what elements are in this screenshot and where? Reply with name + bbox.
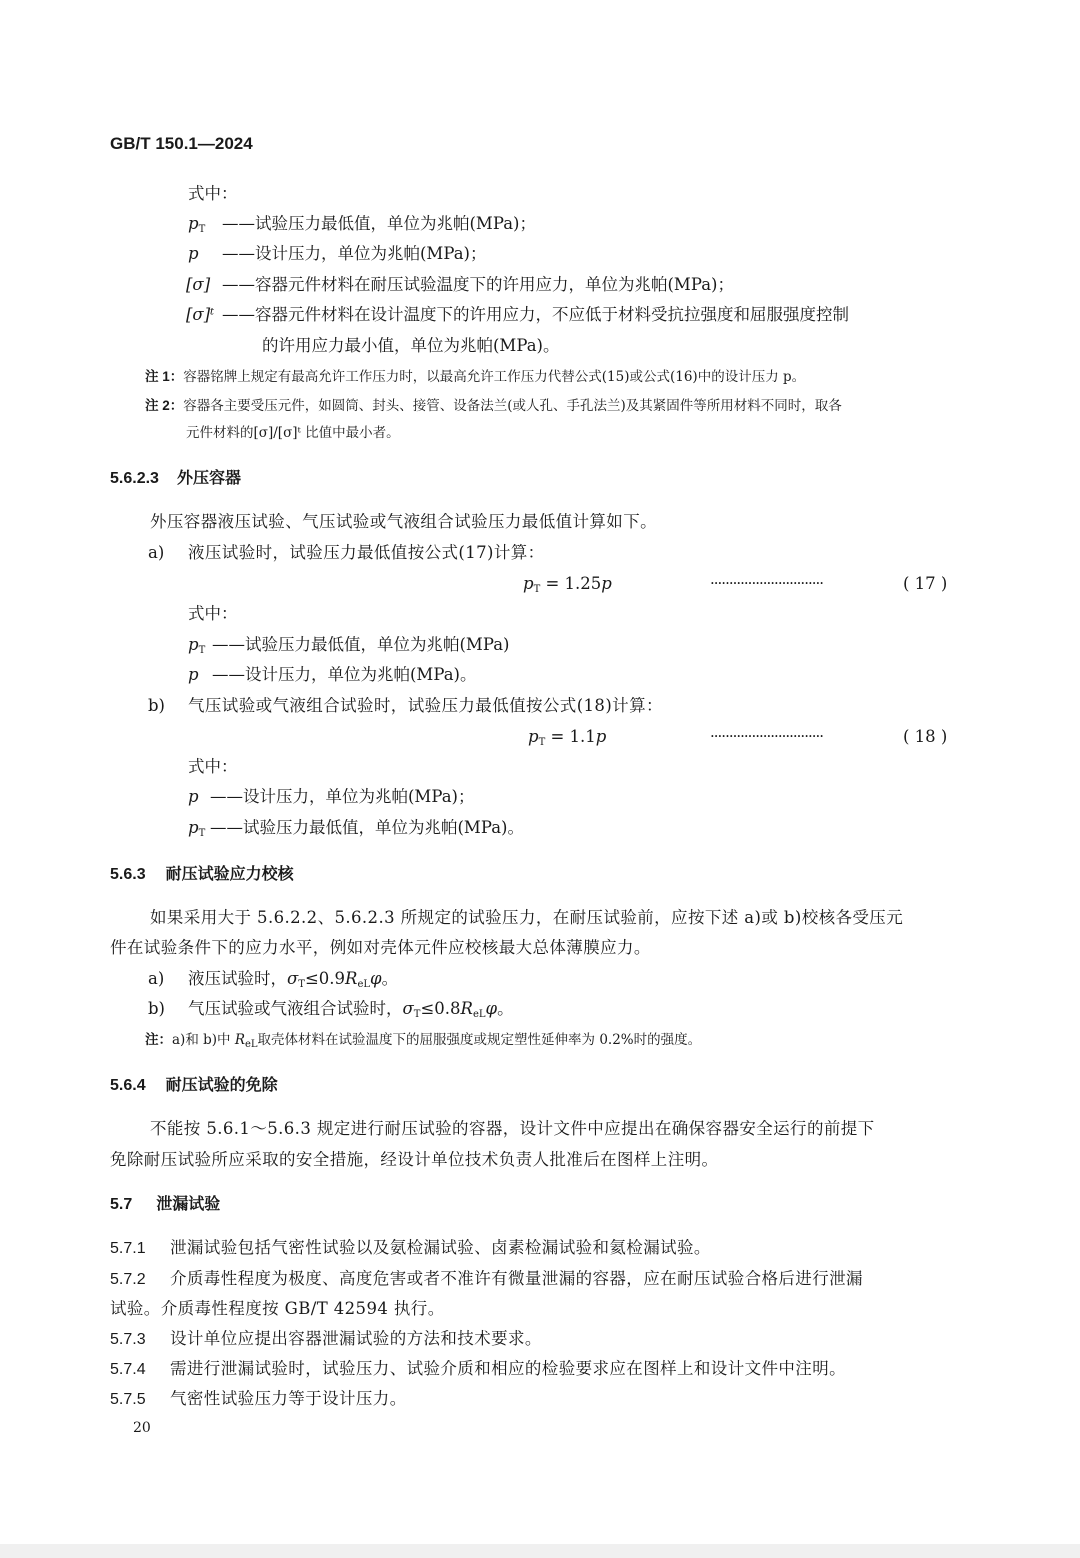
- clause-text-continued: 试验。介质毒性程度按 GB/T 42594 执行。: [110, 1299, 445, 1318]
- clause-text: 气密性试验压力等于设计压力。: [170, 1389, 407, 1408]
- clause-text: 设计单位应提出容器泄漏试验的方法和技术要求。: [170, 1329, 542, 1348]
- formula-expr: ≤0.8: [420, 999, 461, 1018]
- note-1: [145, 370, 805, 385]
- where-label: 式中：: [188, 757, 238, 776]
- symbol-desc: ——设计压力，单位为兆帕(MPa)。: [212, 665, 477, 684]
- symbol-row: [188, 246, 199, 263]
- formula-expr: = 1.25: [545, 574, 602, 593]
- list-label: a): [148, 969, 165, 988]
- symbol-sub: T: [198, 828, 206, 839]
- note-text: a)和 b)中: [172, 1032, 235, 1048]
- symbol-desc: ——试验压力最低值，单位为兆帕(MPa)。: [210, 818, 524, 837]
- symbol: [σ]ᵗ: [186, 305, 215, 324]
- section-number: 5.7: [110, 1196, 133, 1213]
- symbol-desc: ——容器元件材料在设计温度下的许用应力，不应低于材料受抗拉强度和屈服强度控制: [222, 305, 849, 324]
- symbol-sub: T: [198, 645, 206, 656]
- symbol-row: [188, 820, 205, 839]
- list-text-label: 气压试验或气液组合试验时，: [188, 999, 403, 1018]
- symbol: p: [188, 818, 199, 837]
- section-title: 耐压试验应力校核: [165, 864, 294, 883]
- note-2: [145, 399, 842, 414]
- symbol: p: [188, 244, 199, 263]
- where-label: 式中：: [188, 604, 238, 623]
- section-title: 泄漏试验: [156, 1194, 221, 1213]
- section-heading: [110, 470, 241, 487]
- note-2-continued: 元件材料的[σ]/[σ]ᵗ 比值中最小者。: [186, 425, 400, 441]
- clause-number: 5.7.4: [110, 1361, 146, 1378]
- section-heading: [110, 1196, 220, 1213]
- note: 注：a)和 b)中 $R_{eL}$取壳体材料在试验温度下的屈服强度或规定塑性延伸率为 0.2%时的强度。: [145, 1032, 702, 1050]
- list-text: 气压试验或气液组合试验时，试验压力最低值按公式(18)计算：: [188, 696, 663, 715]
- symbol-row: [186, 277, 210, 294]
- paragraph-line: 如果采用大于 5.6.2.2、5.6.2.3 所规定的试验压力，在耐压试验前，应按下述 a)或 b)校核各受压元: [150, 908, 904, 927]
- section-heading: [110, 866, 294, 883]
- clause-text: 泄漏试验包括气密性试验以及氨检漏试验、卤素检漏试验和氦检漏试验。: [170, 1238, 711, 1257]
- clause-number: 5.7.1: [110, 1240, 146, 1257]
- symbol-desc-continued: 的许用应力最小值，单位为兆帕(MPa)。: [262, 336, 560, 355]
- list-label: b): [148, 999, 165, 1018]
- note-label: 注 1：: [145, 369, 184, 384]
- list-text: 液压试验时，$\sigma_T\le 0.9R_{eL}\varphi$。: [188, 969, 399, 990]
- symbol-desc: ——试验压力最低值，单位为兆帕(MPa): [212, 635, 510, 654]
- leader-dots: ······························: [710, 727, 824, 745]
- note-label: 注：: [145, 1032, 172, 1047]
- paragraph: 外压容器液压试验、气压试验或气液组合试验压力最低值计算如下。: [150, 512, 657, 531]
- symbol-row: [188, 637, 205, 656]
- formula-number: ( 18 ): [903, 727, 948, 746]
- doc-code-header: GB/T 150.1—2024: [110, 134, 253, 153]
- paragraph-line: 不能按 5.6.1～5.6.3 规定进行耐压试验的容器，设计文件中应提出在确保容器安全运行的前提下: [150, 1119, 875, 1138]
- section-number: 5.6.4: [110, 1077, 146, 1094]
- note-text: 取壳体材料在试验温度下的屈服强度或规定塑性延伸率为 0.2%时的强度。: [257, 1032, 702, 1048]
- note-label: 注 2：: [145, 398, 184, 413]
- leader-dots: ······························: [710, 574, 824, 592]
- list-label: a): [148, 543, 165, 562]
- note-text: 容器各主要受压元件，如圆筒、封头、接管、设备法兰(或人孔、手孔法兰)及其紧固件等所用材料不同时，取各: [183, 398, 842, 414]
- symbol-row: [188, 667, 199, 684]
- symbol-row: [188, 789, 199, 806]
- formula-expr: = 1.1: [550, 727, 596, 746]
- list-text-label: 液压试验时，: [188, 969, 287, 988]
- formula-expr: ≤0.9: [304, 969, 346, 988]
- where-label: 式中：: [188, 184, 238, 203]
- symbol: p: [188, 635, 199, 654]
- symbol-sub: T: [198, 224, 206, 235]
- formula-number: ( 17 ): [903, 574, 948, 593]
- symbol-desc: ——设计压力，单位为兆帕(MPa)；: [210, 787, 475, 806]
- section-number: 5.6.3: [110, 866, 146, 883]
- clause-number: 5.7.3: [110, 1331, 146, 1348]
- section-heading: [110, 1077, 278, 1094]
- clause-text: 需进行泄漏试验时，试验压力、试验介质和相应的检验要求应在图样上和设计文件中注明。: [170, 1359, 846, 1378]
- symbol-desc: ——试验压力最低值，单位为兆帕(MPa)；: [222, 214, 536, 233]
- note-text: 容器铭牌上规定有最高允许工作压力时，以最高允许工作压力代替公式(15)或公式(16)中的设计压力 p。: [183, 369, 806, 385]
- symbol-row: [188, 216, 205, 235]
- symbol: p: [188, 665, 199, 684]
- clause-number: 5.7.2: [110, 1271, 146, 1288]
- paragraph-line: 件在试验条件下的应力水平，例如对壳体元件应校核最大总体薄膜应力。: [110, 938, 651, 957]
- formula-17: $p_T = 1.25p$: [523, 574, 612, 595]
- page-number: 20: [133, 1420, 151, 1436]
- formula-18: $p_T = 1.1p$: [528, 727, 607, 748]
- section-number: 5.6.2.3: [110, 470, 159, 487]
- symbol: p: [188, 787, 199, 806]
- clause-number: 5.7.5: [110, 1391, 146, 1408]
- symbol-row: [186, 307, 214, 324]
- clause-text: 介质毒性程度为极度、高度危害或者不准许有微量泄漏的容器，应在耐压试验合格后进行泄漏: [170, 1269, 863, 1288]
- section-title: 外压容器: [176, 468, 241, 487]
- paragraph-line: 免除耐压试验所应采取的安全措施，经设计单位技术负责人批准后在图样上注明。: [110, 1150, 719, 1169]
- list-text: 气压试验或气液组合试验时，$\sigma_T\le 0.8R_{eL}\varphi$。: [188, 999, 514, 1020]
- symbol: p: [188, 214, 199, 233]
- page-bottom-edge: [0, 1544, 1080, 1558]
- section-title: 耐压试验的免除: [165, 1075, 278, 1094]
- symbol-desc: ——设计压力，单位为兆帕(MPa)；: [222, 244, 487, 263]
- list-text: 液压试验时，试验压力最低值按公式(17)计算：: [188, 543, 545, 562]
- symbol: [σ]: [186, 275, 211, 294]
- list-label: b): [148, 696, 165, 715]
- symbol-desc: ——容器元件材料在耐压试验温度下的许用应力，单位为兆帕(MPa)；: [222, 275, 734, 294]
